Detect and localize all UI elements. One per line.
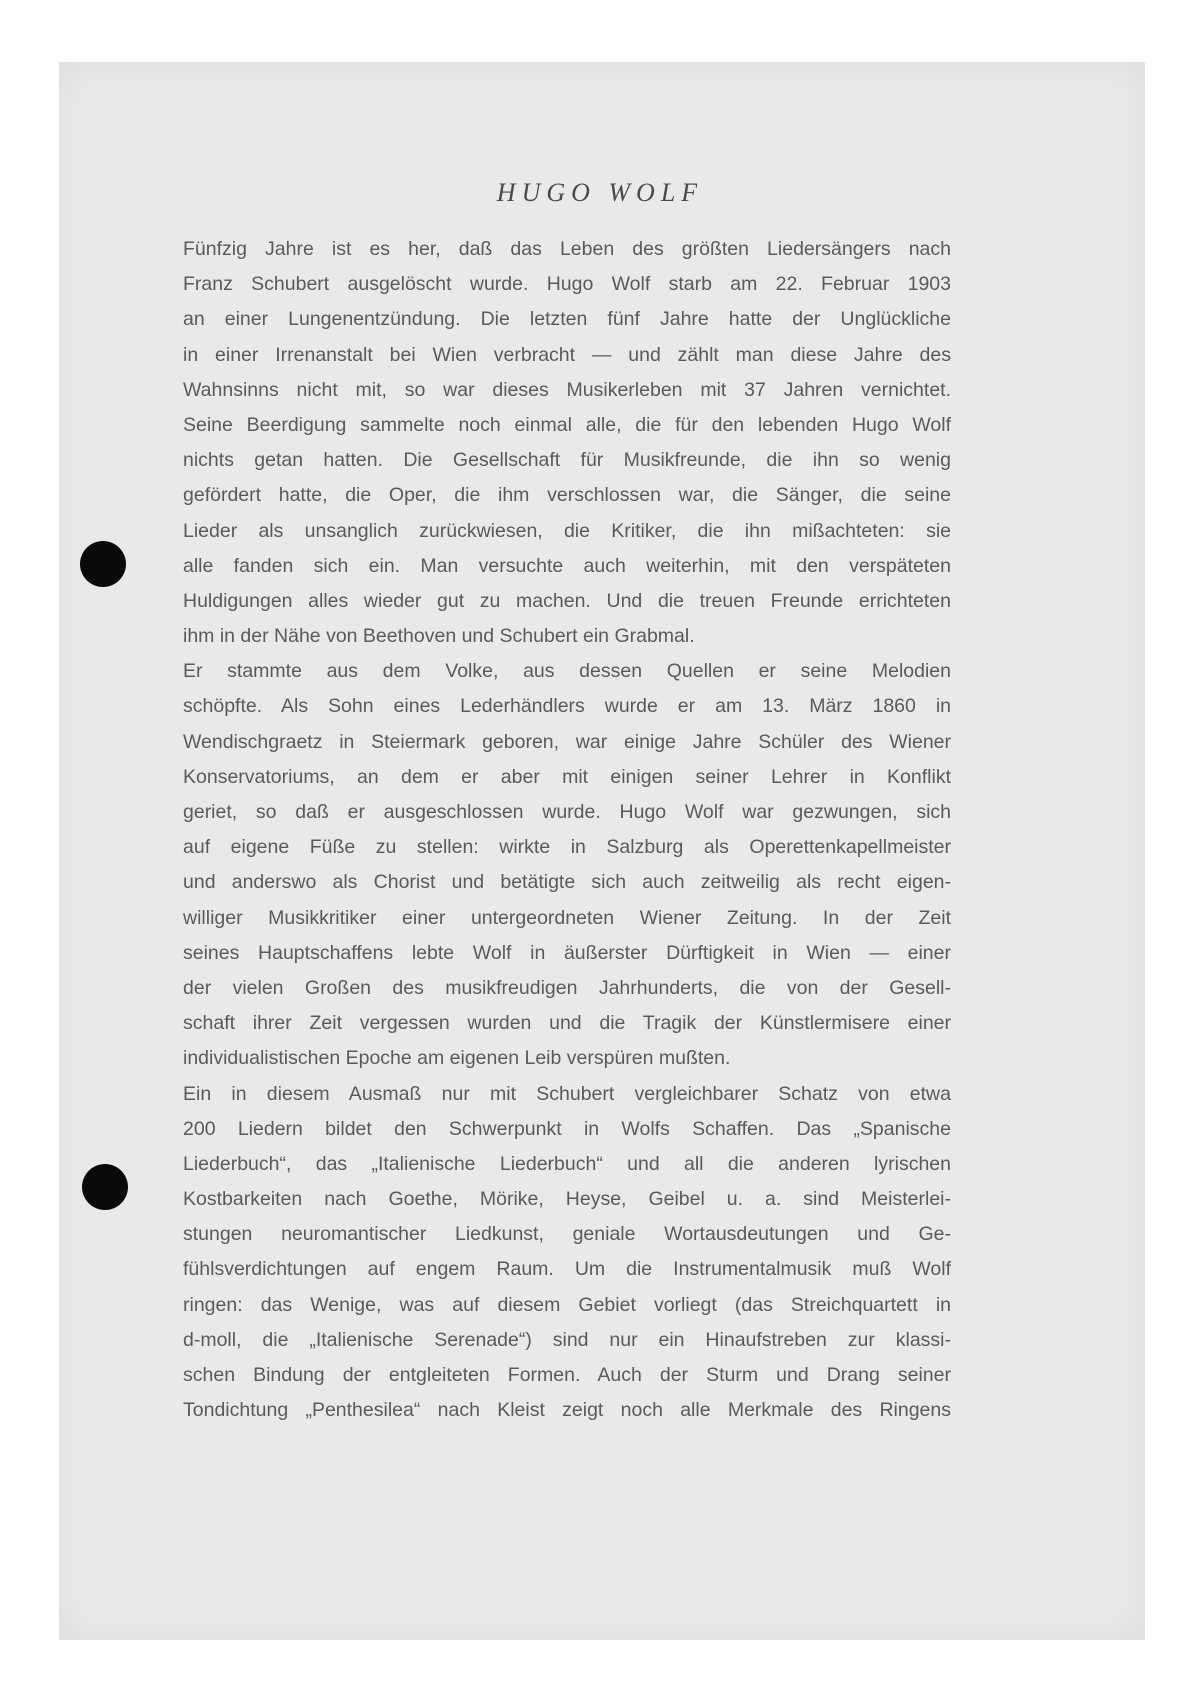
text-line: stungen neuromantischer Liedkunst, geniale Wortausdeutungen und Ge- [183, 1223, 951, 1246]
text-line: fühlsverdichtungen auf engem Raum. Um die Instrumentalmusik muß Wolf [183, 1258, 951, 1281]
page-title: HUGO WOLF [496, 178, 704, 207]
text-line: Wahnsinns nicht mit, so war dieses Musikerleben mit 37 Jahren vernichtet. [183, 378, 951, 401]
text-line: individualistischen Epoche am eigenen Leib verspüren mußten. [183, 1047, 731, 1070]
text-line: an einer Lungenentzündung. Die letzten fünf Jahre hatte der Unglückliche [183, 308, 951, 331]
text-line: gefördert hatte, die Oper, die ihm verschlossen war, die Sänger, die seine [183, 484, 951, 507]
paragraph-2 [183, 654, 951, 1076]
text-line: ringen: das Wenige, was auf diesem Gebiet vorliegt (das Streichquartett in [183, 1293, 951, 1316]
text-line: Huldigungen alles wieder gut zu machen. Und die treuen Freunde errichteten [183, 589, 951, 612]
text-line: schen Bindung der entgleiteten Formen. Auch der Sturm und Drang seiner [183, 1364, 951, 1386]
text-line: in einer Irrenanstalt bei Wien verbracht — und zählt man diese Jahre des [183, 343, 951, 366]
text-line: schaft ihrer Zeit vergessen wurden und die Tragik der Künstlermisere einer [183, 1012, 951, 1035]
text-line: Liederbuch“, das „Italienische Liederbuch“ und all die anderen lyrischen [183, 1152, 951, 1175]
text-line: Lieder als unsanglich zurückwiesen, die Kritiker, die ihn mißachteten: sie [183, 519, 951, 542]
text-line: Fünfzig Jahre ist es her, daß das Leben des größten Liedersängers nach [183, 238, 951, 260]
text-line: Konservatoriums, an dem er aber mit einigen seiner Lehrer in Konflikt [183, 765, 951, 788]
text-line: d-moll, die „Italienische Serenade“) sind nur ein Hinaufstreben zur klassi- [183, 1328, 951, 1351]
text-line: Ein in diesem Ausmaß nur mit Schubert vergleichbarer Schatz von etwa [183, 1082, 951, 1105]
punch-hole-bottom [82, 1164, 128, 1210]
text-line: alle fanden sich ein. Man versuchte auch weiterhin, mit den verspäteten [183, 554, 951, 577]
article-body [183, 232, 951, 1428]
text-line: der vielen Großen des musikfreudigen Jahrhunderts, die von der Gesell- [183, 976, 951, 999]
text-line: Er stammte aus dem Volke, aus dessen Quellen er seine Melodien [183, 660, 951, 683]
text-line: schöpfte. Als Sohn eines Lederhändlers wurde er am 13. März 1860 in [183, 695, 951, 718]
text-line: und anderswo als Chorist und betätigte sich auch zeitweilig als recht eigen- [183, 871, 951, 894]
text-line: 200 Liedern bildet den Schwerpunkt in Wolfs Schaffen. Das „Spanische [183, 1117, 951, 1140]
text-line: Wendischgraetz in Steiermark geboren, war einige Jahre Schüler des Wiener [183, 730, 951, 753]
text-line: Seine Beerdigung sammelte noch einmal alle, die für den lebenden Hugo Wolf [183, 413, 951, 436]
text-line: seines Hauptschaffens lebte Wolf in äußerster Dürftigkeit in Wien — einer [183, 941, 951, 964]
text-line: Kostbarkeiten nach Goethe, Mörike, Heyse, Geibel u. a. sind Meisterlei- [183, 1188, 951, 1211]
paragraph-3 [183, 1077, 951, 1429]
text-line: nichts getan hatten. Die Gesellschaft für Musikfreunde, die ihn so wenig [183, 449, 951, 472]
text-line: geriet, so daß er ausgeschlossen wurde. Hugo Wolf war gezwungen, sich [183, 801, 951, 823]
text-line: auf eigene Füße zu stellen: wirkte in Salzburg als Operettenkapellmeister [183, 836, 951, 859]
text-line: Tondichtung „Penthesilea“ nach Kleist zeigt noch alle Merkmale des Ringens [183, 1399, 951, 1422]
paragraph-1 [183, 232, 951, 654]
text-line: williger Musikkritiker einer untergeordneten Wiener Zeitung. In der Zeit [183, 906, 951, 929]
punch-hole-top [80, 541, 126, 587]
text-line: ihm in der Nähe von Beethoven und Schubert ein Grabmal. [183, 625, 695, 648]
text-line: Franz Schubert ausgelöscht wurde. Hugo Wolf starb am 22. Februar 1903 [183, 273, 951, 296]
